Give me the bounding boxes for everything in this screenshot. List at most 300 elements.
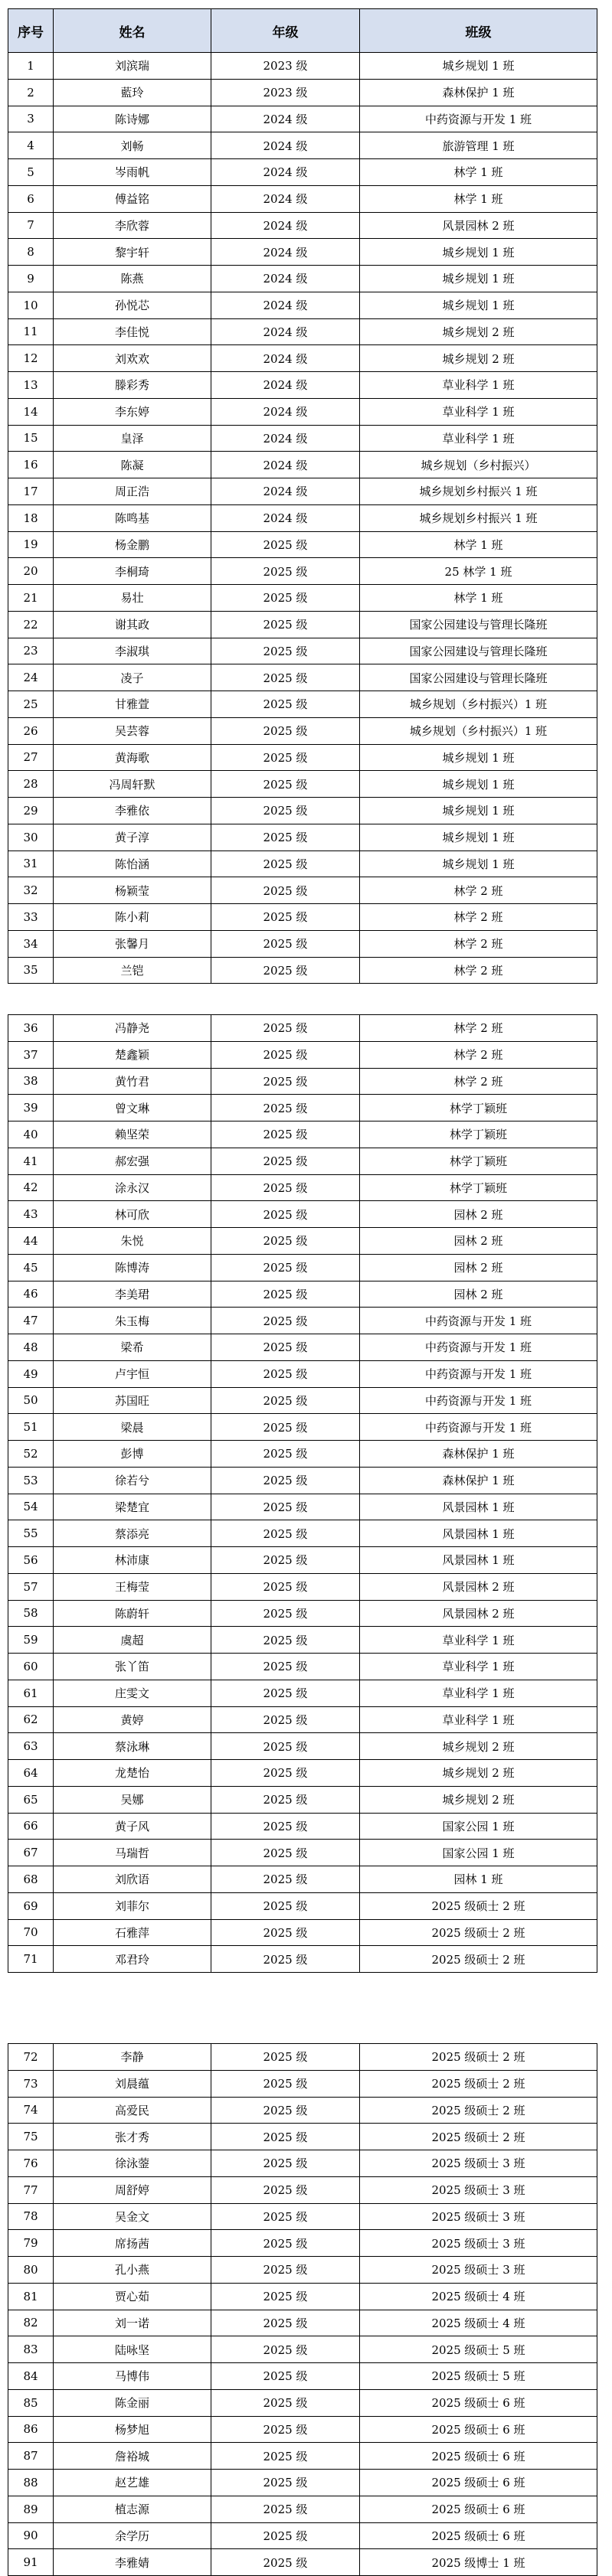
cell-name: 高爱民 (54, 2097, 211, 2124)
cell-grade: 2025 级 (211, 2283, 360, 2310)
cell-index: 78 (8, 2203, 54, 2230)
cell-index: 47 (8, 1308, 54, 1334)
cell-class: 2025 级硕士 3 班 (360, 2257, 597, 2284)
cell-name: 贾心茹 (54, 2283, 211, 2310)
cell-index: 40 (8, 1121, 54, 1148)
cell-name: 李欣蓉 (54, 212, 211, 239)
cell-class: 草业科学 1 班 (360, 372, 597, 399)
cell-name: 林沛康 (54, 1547, 211, 1574)
cell-class: 城乡规划 2 班 (360, 345, 597, 372)
cell-class: 中药资源与开发 1 班 (360, 106, 597, 132)
cell-index: 9 (8, 266, 54, 292)
cell-grade: 2025 级 (211, 1228, 360, 1255)
cell-grade: 2025 级 (211, 558, 360, 585)
cell-name: 刘菲尔 (54, 1892, 211, 1919)
cell-name: 邓君玲 (54, 1946, 211, 1973)
cell-class: 城乡规划 2 班 (360, 1760, 597, 1787)
cell-grade: 2025 级 (211, 717, 360, 744)
table-row (8, 2044, 597, 2071)
table-row (8, 239, 597, 266)
cell-index: 60 (8, 1654, 54, 1680)
cell-name: 陈鸣基 (54, 504, 211, 531)
table-row (8, 824, 597, 851)
cell-grade: 2025 级 (211, 638, 360, 664)
cell-index: 35 (8, 957, 54, 984)
cell-index: 31 (8, 851, 54, 877)
table-row (8, 930, 597, 957)
table-row (8, 1892, 597, 1919)
cell-grade: 2025 级 (211, 611, 360, 638)
cell-grade: 2025 级 (211, 1946, 360, 1973)
cell-index: 91 (8, 2549, 54, 2576)
cell-grade: 2025 级 (211, 1733, 360, 1760)
table-row (8, 53, 597, 80)
table-row (8, 132, 597, 159)
cell-index: 87 (8, 2443, 54, 2470)
cell-name: 彭博 (54, 1441, 211, 1468)
cell-name: 刘欢欢 (54, 345, 211, 372)
cell-name: 凌子 (54, 664, 211, 691)
cell-class: 2025 级硕士 6 班 (360, 2496, 597, 2522)
cell-class: 2025 级硕士 2 班 (360, 2097, 597, 2124)
cell-grade: 2025 级 (211, 2522, 360, 2549)
cell-grade: 2025 级 (211, 2230, 360, 2257)
table-row (8, 638, 597, 664)
cell-name: 李美珺 (54, 1281, 211, 1308)
table-row (8, 957, 597, 984)
cell-grade: 2025 级 (211, 2257, 360, 2284)
cell-class: 城乡规划 1 班 (360, 292, 597, 318)
cell-name: 詹裕城 (54, 2443, 211, 2470)
cell-index: 6 (8, 185, 54, 212)
cell-class: 草业科学 1 班 (360, 425, 597, 452)
cell-grade: 2025 级 (211, 2496, 360, 2522)
table-row (8, 318, 597, 345)
table-row (8, 2549, 597, 2576)
cell-class: 2025 级硕士 2 班 (360, 2124, 597, 2150)
table-row (8, 1360, 597, 1387)
table-row (8, 1627, 597, 1654)
cell-grade: 2025 级 (211, 930, 360, 957)
cell-index: 2 (8, 79, 54, 106)
cell-grade: 2024 级 (211, 106, 360, 132)
cell-index: 20 (8, 558, 54, 585)
cell-name: 黎宇轩 (54, 239, 211, 266)
cell-name: 刘畅 (54, 132, 211, 159)
cell-class: 中药资源与开发 1 班 (360, 1334, 597, 1361)
cell-class: 城乡规划乡村振兴 1 班 (360, 504, 597, 531)
cell-grade: 2025 级 (211, 2389, 360, 2416)
roster-table-page-1 (8, 8, 597, 984)
cell-name: 朱悦 (54, 1228, 211, 1255)
cell-grade: 2025 级 (211, 1201, 360, 1228)
cell-name: 梁晨 (54, 1414, 211, 1441)
cell-class: 2025 级硕士 6 班 (360, 2522, 597, 2549)
cell-name: 朱玉梅 (54, 1308, 211, 1334)
cell-name: 冯静尧 (54, 1015, 211, 1042)
table-row (8, 2363, 597, 2390)
cell-grade: 2023 级 (211, 53, 360, 80)
cell-index: 4 (8, 132, 54, 159)
header-class: 班级 (360, 9, 597, 53)
cell-name: 杨金鹏 (54, 531, 211, 558)
cell-class: 2025 级硕士 3 班 (360, 2230, 597, 2257)
table-header-row (8, 9, 597, 53)
cell-index: 42 (8, 1174, 54, 1201)
cell-class: 园林 1 班 (360, 1866, 597, 1893)
cell-index: 8 (8, 239, 54, 266)
cell-name: 陈金丽 (54, 2389, 211, 2416)
cell-name: 岑雨帆 (54, 159, 211, 186)
cell-class: 国家公园建设与管理长隆班 (360, 611, 597, 638)
cell-class: 城乡规划 1 班 (360, 798, 597, 824)
cell-name: 张才秀 (54, 2124, 211, 2150)
cell-grade: 2024 级 (211, 132, 360, 159)
cell-class: 风景园林 1 班 (360, 1494, 597, 1520)
cell-name: 陈小莉 (54, 904, 211, 931)
header-index: 序号 (8, 9, 54, 53)
table-row (8, 664, 597, 691)
cell-grade: 2025 级 (211, 851, 360, 877)
cell-index: 53 (8, 1467, 54, 1494)
cell-index: 81 (8, 2283, 54, 2310)
cell-class: 林学 2 班 (360, 877, 597, 904)
table-row (8, 504, 597, 531)
cell-class: 林学 2 班 (360, 904, 597, 931)
cell-class: 风景园林 2 班 (360, 1573, 597, 1600)
cell-class: 城乡规划（乡村振兴） (360, 452, 597, 478)
cell-grade: 2025 级 (211, 957, 360, 984)
cell-name: 石雅萍 (54, 1919, 211, 1946)
cell-name: 陆咏坚 (54, 2336, 211, 2363)
cell-index: 22 (8, 611, 54, 638)
cell-name: 卢宇恒 (54, 1360, 211, 1387)
cell-grade: 2025 级 (211, 1174, 360, 1201)
table-row (8, 1228, 597, 1255)
cell-class: 林学 2 班 (360, 1015, 597, 1042)
cell-class: 中药资源与开发 1 班 (360, 1387, 597, 1414)
cell-index: 77 (8, 2176, 54, 2203)
cell-class: 城乡规划 2 班 (360, 318, 597, 345)
cell-name: 赵艺雄 (54, 2470, 211, 2496)
cell-index: 68 (8, 1866, 54, 1893)
cell-name: 梁楚宜 (54, 1494, 211, 1520)
table-row (8, 1547, 597, 1574)
table-row (8, 1174, 597, 1201)
cell-index: 86 (8, 2416, 54, 2443)
cell-class: 2025 级硕士 6 班 (360, 2416, 597, 2443)
table-row (8, 1573, 597, 1600)
table-row (8, 1148, 597, 1174)
cell-grade: 2025 级 (211, 1254, 360, 1281)
cell-name: 虞超 (54, 1627, 211, 1654)
table-row (8, 877, 597, 904)
cell-grade: 2025 级 (211, 2470, 360, 2496)
cell-grade: 2025 级 (211, 1654, 360, 1680)
cell-index: 69 (8, 1892, 54, 1919)
cell-class: 林学 2 班 (360, 957, 597, 984)
cell-name: 陈凝 (54, 452, 211, 478)
table-row (8, 1706, 597, 1733)
cell-index: 65 (8, 1786, 54, 1813)
cell-index: 26 (8, 717, 54, 744)
cell-index: 50 (8, 1387, 54, 1414)
cell-grade: 2025 级 (211, 1148, 360, 1174)
cell-class: 2025 级硕士 3 班 (360, 2150, 597, 2177)
cell-name: 马博伟 (54, 2363, 211, 2390)
cell-class: 风景园林 1 班 (360, 1547, 597, 1574)
table-row (8, 425, 597, 452)
cell-grade: 2025 级 (211, 1547, 360, 1574)
cell-index: 36 (8, 1015, 54, 1042)
cell-index: 55 (8, 1520, 54, 1547)
cell-name: 张丫笛 (54, 1654, 211, 1680)
cell-name: 易壮 (54, 585, 211, 612)
cell-index: 41 (8, 1148, 54, 1174)
cell-grade: 2024 级 (211, 318, 360, 345)
cell-class: 25 林学 1 班 (360, 558, 597, 585)
table-row (8, 1334, 597, 1361)
cell-index: 82 (8, 2310, 54, 2336)
cell-name: 陈博涛 (54, 1254, 211, 1281)
cell-name: 藍玲 (54, 79, 211, 106)
cell-name: 李雅依 (54, 798, 211, 824)
cell-index: 38 (8, 1068, 54, 1095)
cell-index: 32 (8, 877, 54, 904)
cell-index: 15 (8, 425, 54, 452)
cell-index: 58 (8, 1600, 54, 1627)
cell-grade: 2025 级 (211, 691, 360, 718)
cell-index: 79 (8, 2230, 54, 2257)
cell-class: 中药资源与开发 1 班 (360, 1360, 597, 1387)
table-row (8, 2336, 597, 2363)
cell-grade: 2025 级 (211, 2443, 360, 2470)
cell-name: 杨颖莹 (54, 877, 211, 904)
cell-index: 33 (8, 904, 54, 931)
table-row (8, 452, 597, 478)
cell-name: 孔小燕 (54, 2257, 211, 2284)
cell-grade: 2025 级 (211, 877, 360, 904)
cell-index: 45 (8, 1254, 54, 1281)
table-row (8, 1733, 597, 1760)
cell-class: 国家公园建设与管理长隆班 (360, 638, 597, 664)
header-name: 姓名 (54, 9, 211, 53)
cell-name: 吴金文 (54, 2203, 211, 2230)
table-row (8, 1467, 597, 1494)
cell-class: 风景园林 2 班 (360, 1600, 597, 1627)
table-row (8, 1866, 597, 1893)
cell-grade: 2025 级 (211, 824, 360, 851)
cell-name: 陈燕 (54, 266, 211, 292)
cell-index: 44 (8, 1228, 54, 1255)
cell-index: 54 (8, 1494, 54, 1520)
cell-name: 兰铠 (54, 957, 211, 984)
table-row (8, 1441, 597, 1468)
cell-grade: 2025 级 (211, 1095, 360, 1121)
cell-grade: 2025 级 (211, 1387, 360, 1414)
cell-index: 23 (8, 638, 54, 664)
cell-name: 蔡泳琳 (54, 1733, 211, 1760)
cell-class: 草业科学 1 班 (360, 1706, 597, 1733)
cell-class: 城乡规划（乡村振兴）1 班 (360, 691, 597, 718)
cell-name: 冯周轩默 (54, 771, 211, 798)
cell-index: 24 (8, 664, 54, 691)
cell-grade: 2025 级 (211, 585, 360, 612)
table-row (8, 691, 597, 718)
cell-index: 88 (8, 2470, 54, 2496)
cell-name: 黄海歌 (54, 744, 211, 771)
table-row (8, 159, 597, 186)
table-row (8, 1786, 597, 1813)
cell-name: 楚鑫颖 (54, 1041, 211, 1068)
table-row (8, 1068, 597, 1095)
cell-name: 席扬茜 (54, 2230, 211, 2257)
cell-name: 陈蔚轩 (54, 1600, 211, 1627)
cell-index: 83 (8, 2336, 54, 2363)
cell-class: 2025 级博士 1 班 (360, 2549, 597, 2576)
cell-index: 7 (8, 212, 54, 239)
cell-index: 46 (8, 1281, 54, 1308)
cell-grade: 2025 级 (211, 1866, 360, 1893)
table-row (8, 1414, 597, 1441)
cell-name: 刘一诺 (54, 2310, 211, 2336)
table-row (8, 1254, 597, 1281)
cell-grade: 2025 级 (211, 1121, 360, 1148)
header-grade: 年级 (211, 9, 360, 53)
table-row (8, 2150, 597, 2177)
cell-index: 73 (8, 2070, 54, 2097)
cell-class: 森林保护 1 班 (360, 1441, 597, 1468)
cell-name: 林可欣 (54, 1201, 211, 1228)
cell-name: 周舒婷 (54, 2176, 211, 2203)
cell-grade: 2025 级 (211, 1706, 360, 1733)
cell-class: 林学 1 班 (360, 585, 597, 612)
cell-class: 2025 级硕士 4 班 (360, 2310, 597, 2336)
cell-name: 李佳悦 (54, 318, 211, 345)
cell-index: 80 (8, 2257, 54, 2284)
cell-grade: 2025 级 (211, 2044, 360, 2071)
cell-index: 85 (8, 2389, 54, 2416)
roster-table-page-2 (8, 1014, 597, 1973)
cell-grade: 2025 级 (211, 1573, 360, 1600)
table-row (8, 1919, 597, 1946)
table-row (8, 2230, 597, 2257)
cell-index: 14 (8, 398, 54, 425)
cell-grade: 2025 级 (211, 531, 360, 558)
table-row (8, 292, 597, 318)
table-row (8, 585, 597, 612)
cell-index: 59 (8, 1627, 54, 1654)
cell-grade: 2025 级 (211, 1680, 360, 1706)
cell-name: 张馨月 (54, 930, 211, 957)
cell-name: 杨梦旭 (54, 2416, 211, 2443)
cell-index: 18 (8, 504, 54, 531)
cell-index: 37 (8, 1041, 54, 1068)
cell-index: 67 (8, 1840, 54, 1866)
cell-grade: 2025 级 (211, 904, 360, 931)
cell-name: 陈怡涵 (54, 851, 211, 877)
table-row (8, 611, 597, 638)
cell-index: 64 (8, 1760, 54, 1787)
table-row (8, 1095, 597, 1121)
cell-name: 滕彩秀 (54, 372, 211, 399)
cell-index: 70 (8, 1919, 54, 1946)
table-row (8, 2257, 597, 2284)
table-row (8, 798, 597, 824)
cell-name: 黄子淳 (54, 824, 211, 851)
cell-grade: 2025 级 (211, 2336, 360, 2363)
cell-grade: 2024 级 (211, 504, 360, 531)
table-row (8, 1121, 597, 1148)
cell-name: 吴娜 (54, 1786, 211, 1813)
cell-name: 马瑞哲 (54, 1840, 211, 1866)
cell-index: 16 (8, 452, 54, 478)
cell-name: 李雅婧 (54, 2549, 211, 2576)
table-row (8, 717, 597, 744)
cell-index: 17 (8, 478, 54, 505)
table-row (8, 1840, 597, 1866)
cell-grade: 2025 级 (211, 1919, 360, 1946)
cell-grade: 2025 级 (211, 1786, 360, 1813)
cell-class: 园林 2 班 (360, 1228, 597, 1255)
cell-index: 27 (8, 744, 54, 771)
cell-class: 2025 级硕士 6 班 (360, 2470, 597, 2496)
cell-name: 吴芸蓉 (54, 717, 211, 744)
cell-name: 赖坚荣 (54, 1121, 211, 1148)
cell-index: 62 (8, 1706, 54, 1733)
cell-grade: 2025 级 (211, 2176, 360, 2203)
table-row (8, 372, 597, 399)
cell-class: 风景园林 2 班 (360, 212, 597, 239)
table-row (8, 2416, 597, 2443)
cell-grade: 2025 级 (211, 1520, 360, 1547)
cell-class: 城乡规划 1 班 (360, 824, 597, 851)
cell-index: 84 (8, 2363, 54, 2390)
table-row (8, 2283, 597, 2310)
cell-grade: 2024 级 (211, 212, 360, 239)
cell-name: 黄竹君 (54, 1068, 211, 1095)
cell-index: 28 (8, 771, 54, 798)
cell-index: 48 (8, 1334, 54, 1361)
table-row (8, 2310, 597, 2336)
cell-index: 57 (8, 1573, 54, 1600)
table-row (8, 185, 597, 212)
cell-index: 1 (8, 53, 54, 80)
cell-grade: 2025 级 (211, 1813, 360, 1840)
roster-table-page-3 (8, 2043, 597, 2576)
cell-class: 林学 1 班 (360, 185, 597, 212)
cell-name: 皇泽 (54, 425, 211, 452)
cell-index: 10 (8, 292, 54, 318)
cell-class: 2025 级硕士 3 班 (360, 2176, 597, 2203)
cell-name: 甘雅萱 (54, 691, 211, 718)
cell-grade: 2025 级 (211, 2203, 360, 2230)
cell-name: 庄雯文 (54, 1680, 211, 1706)
cell-class: 城乡规划（乡村振兴）1 班 (360, 717, 597, 744)
cell-grade: 2025 级 (211, 1334, 360, 1361)
cell-class: 林学丁颖班 (360, 1148, 597, 1174)
table-row (8, 1654, 597, 1680)
cell-class: 2025 级硕士 2 班 (360, 2070, 597, 2097)
cell-index: 72 (8, 2044, 54, 2071)
cell-index: 39 (8, 1095, 54, 1121)
cell-index: 3 (8, 106, 54, 132)
cell-class: 2025 级硕士 2 班 (360, 1946, 597, 1973)
table-row (8, 771, 597, 798)
cell-grade: 2025 级 (211, 1441, 360, 1468)
cell-class: 林学 2 班 (360, 1068, 597, 1095)
cell-class: 草业科学 1 班 (360, 1627, 597, 1654)
